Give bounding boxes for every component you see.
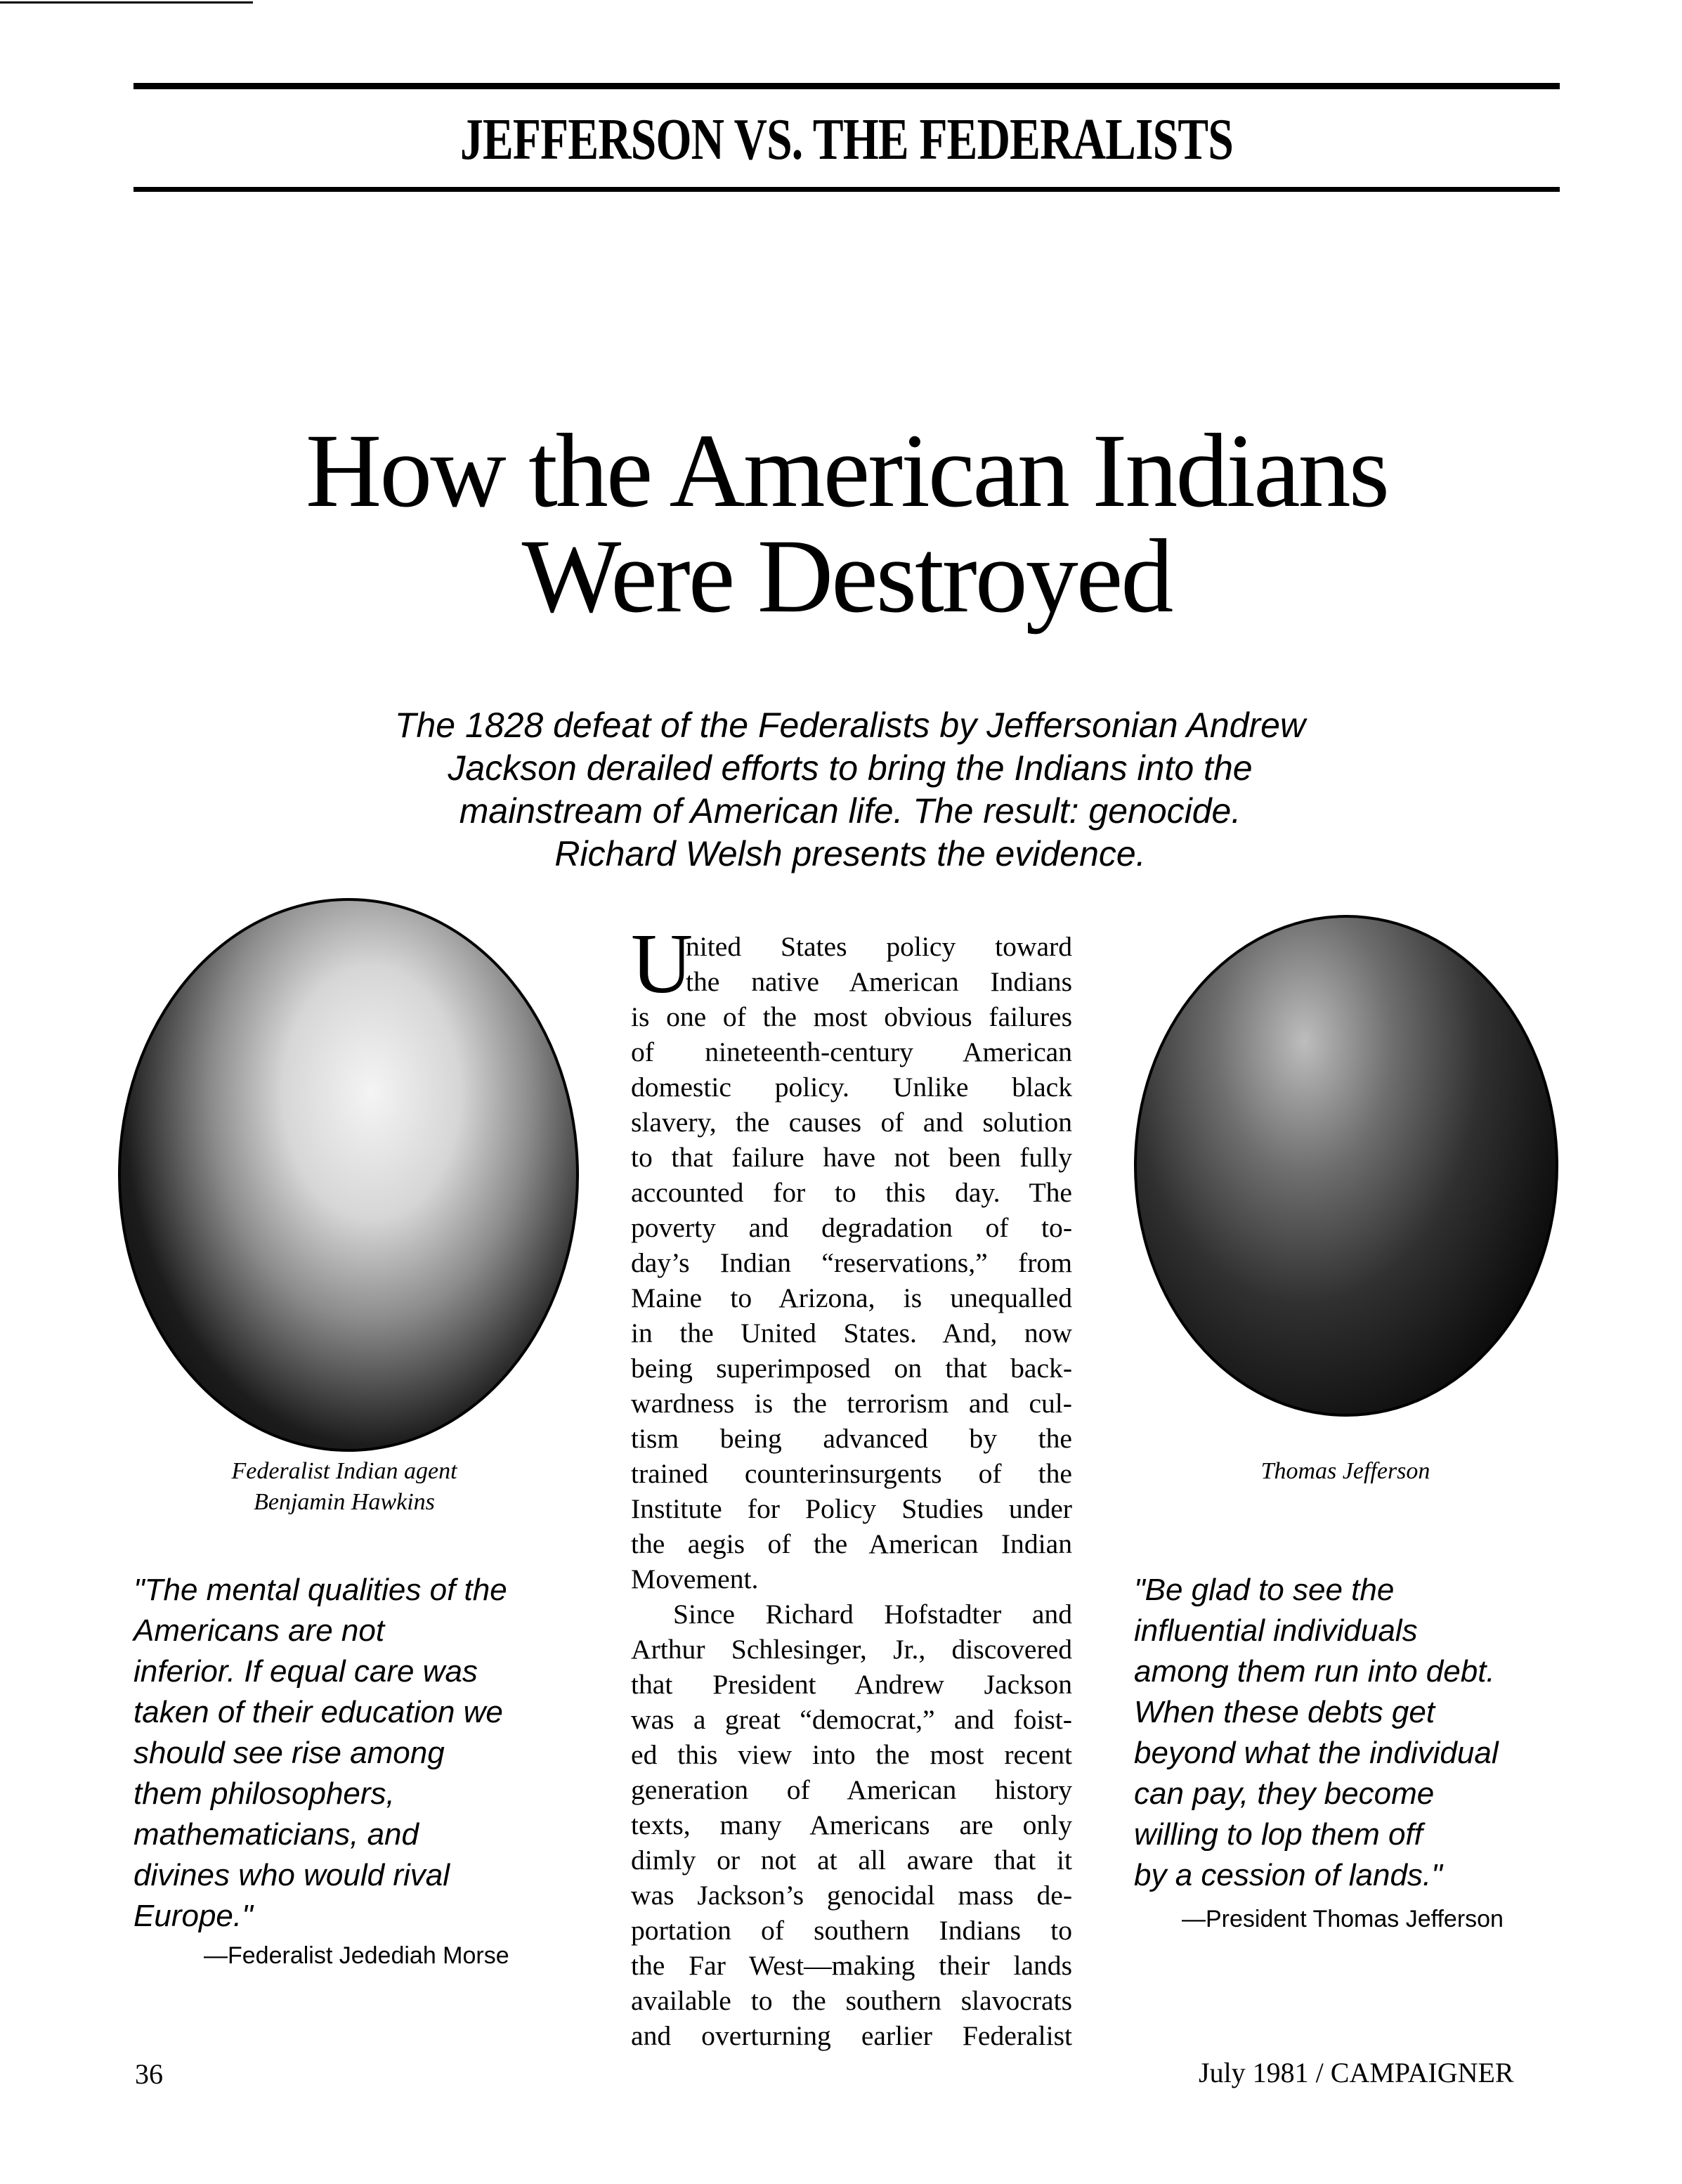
issue-label: July 1981 / CAMPAIGNER [1199, 2057, 1514, 2088]
body-line: the Far West—making their lands [631, 1950, 1072, 1981]
body-line: generation of American history [631, 1774, 1072, 1805]
portrait-thomas-jefferson [1134, 915, 1558, 1417]
quote-line: When these debts get [1134, 1695, 1435, 1729]
quote-line: "The mental qualities of the [133, 1573, 507, 1607]
top-rule [133, 83, 1560, 89]
article-body [631, 916, 1072, 2053]
body-line: accounted for to this day. The [631, 1177, 1072, 1208]
body-line: was Jackson’s genocidal mass de- [631, 1880, 1072, 1911]
body-line: day’s Indian “reservations,” from [631, 1247, 1072, 1278]
portrait-benjamin-hawkins [118, 898, 579, 1452]
body-line: Since Richard Hofstadter and [673, 1599, 1072, 1630]
quote-line: "Be glad to see the [1134, 1573, 1395, 1607]
quote-line: beyond what the individual [1134, 1736, 1499, 1770]
body-line: Maine to Arizona, is unequalled [631, 1282, 1072, 1313]
body-line: and overturning earlier Federalist [631, 2020, 1072, 2051]
body-line: slavery, the causes of and solution [631, 1107, 1072, 1138]
body-line: Institute for Policy Studies under [631, 1493, 1072, 1524]
right-pull-quote [1134, 1570, 1570, 1896]
quote-line: Americans are not [133, 1613, 385, 1648]
body-line: ed this view into the most recent [631, 1739, 1072, 1770]
headline-line: How the American Indians [305, 412, 1388, 529]
body-line: texts, many Americans are only [631, 1809, 1072, 1840]
caption-line: Benjamin Hawkins [254, 1489, 435, 1515]
body-line: Arthur Schlesinger, Jr., discovered [631, 1634, 1072, 1665]
body-line: domestic policy. Unlike black [631, 1072, 1072, 1103]
section-title: JEFFERSON VS. THE FEDERALISTS [459, 107, 1234, 172]
right-caption [1180, 1456, 1511, 1487]
quote-line: divines who would rival [133, 1858, 450, 1892]
quote-line: taken of their education we [133, 1695, 503, 1729]
headline [133, 412, 1560, 635]
deck-line: The 1828 defeat of the Federalists by Jeffersonian Andrew [394, 706, 1306, 745]
quote-line: Europe." [133, 1899, 253, 1933]
quote-line: by a cession of lands." [1134, 1858, 1442, 1892]
deck-line: Richard Welsh presents the evidence. [554, 834, 1146, 873]
left-pull-quote [133, 1570, 597, 1937]
body-line: nited States policy toward [686, 931, 1072, 962]
left-caption [176, 1456, 513, 1518]
body-line: trained counterinsurgents of the [631, 1458, 1072, 1489]
body-line: that President Andrew Jackson [631, 1669, 1072, 1700]
quote-line: mathematicians, and [133, 1817, 419, 1852]
deck-line: Jackson derailed efforts to bring the Indians into the [448, 748, 1253, 788]
headline-line: Were Destroyed [521, 518, 1172, 635]
body-line: Movement. [631, 1564, 759, 1594]
quote-line: among them run into debt. [1134, 1654, 1495, 1689]
body-line: of nineteenth-century American [631, 1036, 1072, 1067]
body-line: wardness is the terrorism and cul- [631, 1388, 1072, 1419]
body-line: the aegis of the American Indian [631, 1528, 1072, 1559]
quote-line: should see rise among [133, 1736, 445, 1770]
quote-line: influential individuals [1134, 1613, 1418, 1648]
body-line: tism being advanced by the [631, 1423, 1072, 1454]
quote-line: inferior. If equal care was [133, 1654, 478, 1689]
body-line: in the United States. And, now [631, 1318, 1072, 1348]
deck [253, 704, 1447, 876]
corner-rule [0, 1, 253, 4]
quote-line: willing to lop them off [1134, 1817, 1423, 1852]
body-line: portation of southern Indians to [631, 1915, 1072, 1946]
quote-line: can pay, they become [1134, 1776, 1435, 1811]
body-line: dimly or not at all aware that it [631, 1845, 1072, 1876]
body-line: being superimposed on that back- [631, 1353, 1072, 1384]
body-line: the native American Indians [686, 966, 1072, 997]
bottom-rule [133, 187, 1560, 192]
page-number: 36 [135, 2058, 163, 2090]
right-quote-attribution: —President Thomas Jefferson [1182, 1906, 1504, 1932]
caption-line: Thomas Jefferson [1260, 1458, 1430, 1484]
body-line: to that failure have not been fully [631, 1142, 1072, 1173]
body-line: is one of the most obvious failures [631, 1001, 1072, 1032]
left-quote-attribution: —Federalist Jedediah Morse [204, 1942, 509, 1969]
body-line: was a great “democrat,” and foist- [631, 1704, 1072, 1735]
body-line: poverty and degradation of to- [631, 1212, 1072, 1243]
drop-cap: U [631, 916, 693, 1011]
deck-line: mainstream of American life. The result: genocide. [459, 791, 1241, 831]
body-line: available to the southern slavocrats [631, 1985, 1072, 2016]
caption-line: Federalist Indian agent [231, 1458, 457, 1484]
quote-line: them philosophers, [133, 1776, 395, 1811]
